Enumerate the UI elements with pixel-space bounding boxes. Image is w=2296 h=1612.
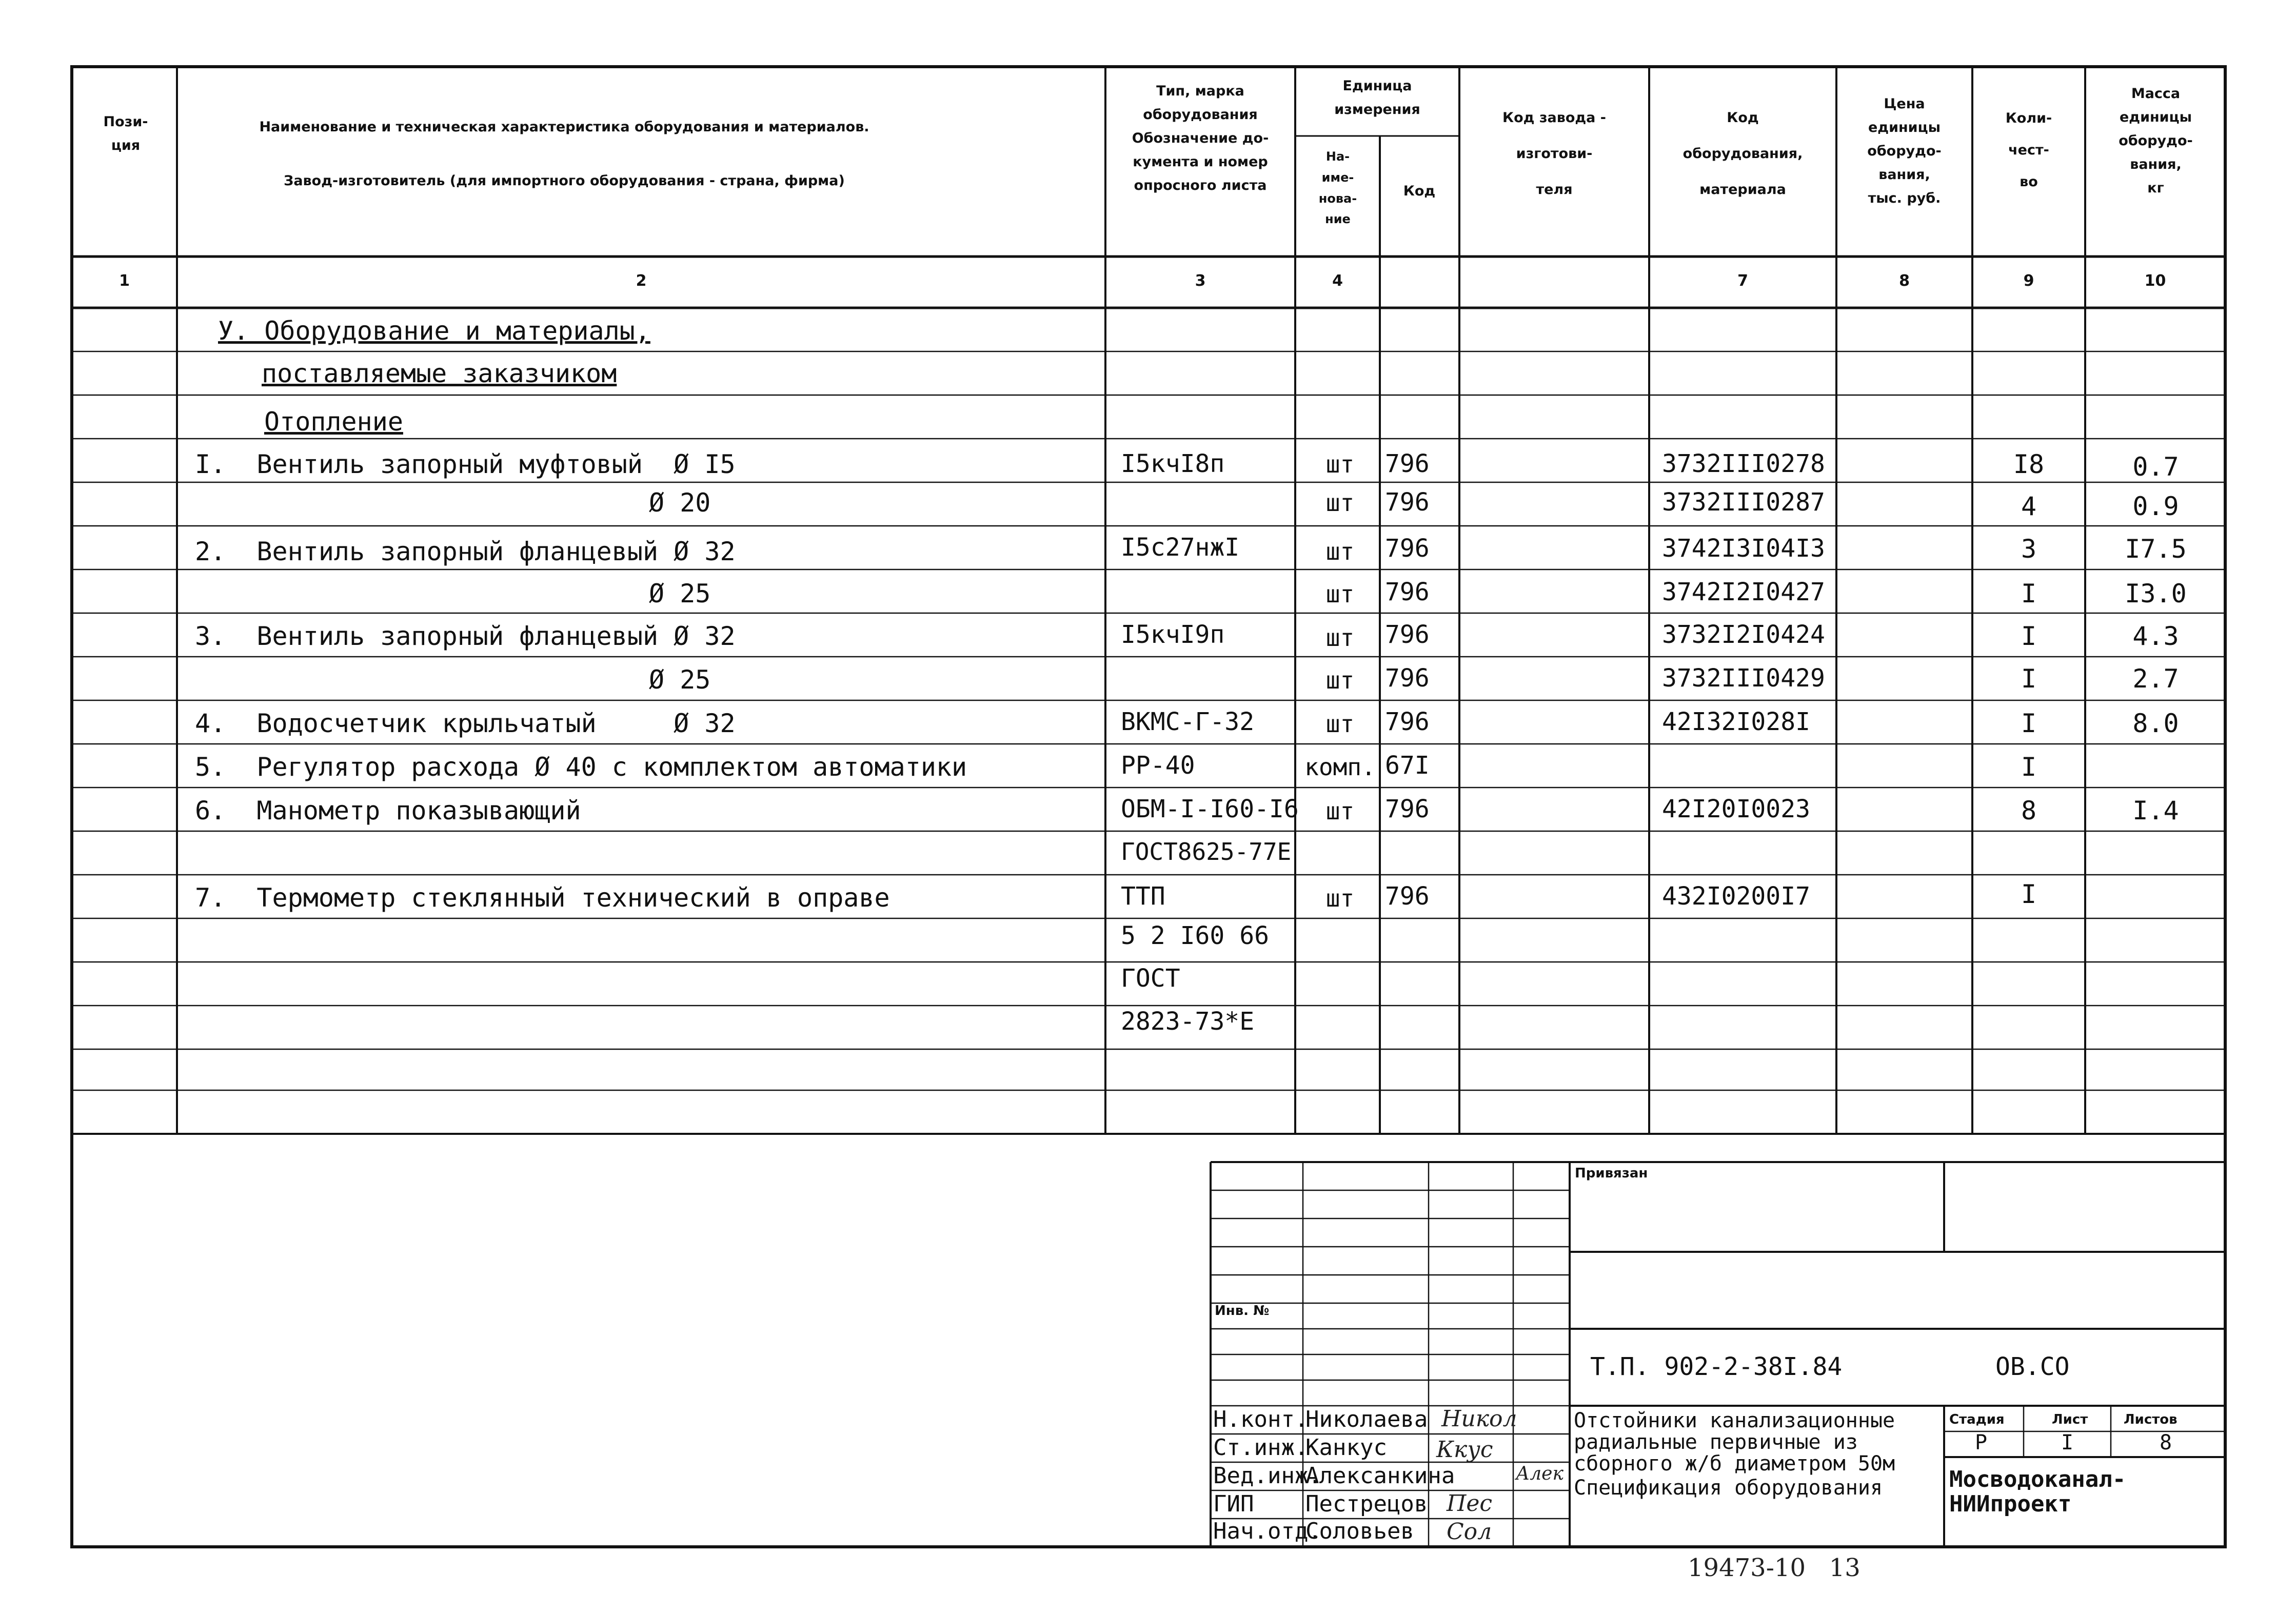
header-position: Пози- ция	[103, 114, 148, 153]
header-type: Тип, марка оборудования Обозначение до- кумента и номер опросного листа	[1132, 83, 1269, 193]
row-11-type: ТТП	[1121, 882, 1165, 911]
row-5-unit-code: 796	[1385, 620, 1430, 649]
signature-role-5: Нач.отд.	[1213, 1518, 1322, 1544]
row-9-unit: шт	[1325, 797, 1355, 825]
row-6-name: Ø 25	[649, 665, 711, 695]
row-14-type: 2823-73*Е	[1121, 1007, 1255, 1036]
row-9-type: ОБМ-I-I60-I6	[1121, 795, 1299, 823]
header-unit-code: Код	[1403, 183, 1436, 199]
col-number-10: 10	[2144, 272, 2166, 290]
row-8-type: РР-40	[1121, 751, 1195, 780]
header-quantity: Коли- чест- во	[2005, 110, 2052, 190]
row-4-code: 3742I2I0427	[1662, 578, 1825, 606]
row-4-unit: шт	[1325, 580, 1355, 608]
row-2-unit-code: 796	[1385, 488, 1430, 517]
row-1-code: 3732III0278	[1662, 449, 1825, 478]
row-3-unit-code: 796	[1385, 534, 1430, 563]
stage-value: Р	[1975, 1431, 1988, 1454]
col-number-2: 2	[636, 272, 647, 290]
row-2-name: Ø 20	[649, 488, 711, 518]
header-unit-name: На- име- нова- ние	[1318, 149, 1357, 227]
col-number-3: 3	[1195, 272, 1206, 290]
signature-name-3: Алексанкина	[1305, 1463, 1455, 1489]
col-number-4: 4	[1332, 272, 1343, 290]
row-4-name: Ø 25	[649, 579, 711, 608]
header-name-line2: Завод-изготовитель (для импортного оборудования - страна, фирма)	[284, 173, 845, 189]
row-1-mass: 0.7	[2132, 452, 2179, 482]
row-2-qty: 4	[2021, 492, 2037, 521]
row-5-name: 3. Вентиль запорный фланцевый Ø 32	[195, 621, 736, 651]
row-7-code: 42I32I028I	[1662, 707, 1810, 736]
inventory-label: Инв. №	[1215, 1303, 1270, 1319]
signature-name-5: Соловьев	[1305, 1518, 1414, 1544]
sheet-label: Лист	[2052, 1412, 2088, 1427]
row-9-code: 42I20I0023	[1662, 795, 1810, 823]
row-3-type: I5с27нжI	[1121, 533, 1240, 562]
row-6-code: 3732III0429	[1662, 664, 1825, 693]
row-9-qty: 8	[2021, 796, 2037, 825]
col-number-8: 8	[1899, 272, 1910, 290]
col-number-1: 1	[119, 272, 130, 290]
row-1-type: I5кчI8п	[1121, 449, 1225, 478]
row-7-qty: I	[2021, 709, 2037, 738]
header-mass: Масса единицы оборудо- вания, кг	[2119, 86, 2193, 196]
row-5-mass: 4.3	[2132, 621, 2179, 651]
row-4-mass: I3.0	[2125, 579, 2187, 608]
row-11-unit-code: 796	[1385, 882, 1430, 911]
row-1-unit-code: 796	[1385, 449, 1430, 478]
stage-label: Стадия	[1949, 1412, 2005, 1427]
row-10-type: ГОСТ8625-77Е	[1121, 838, 1292, 866]
sheets-value: 8	[2160, 1431, 2172, 1454]
row-8-qty: I	[2021, 752, 2037, 782]
row-7-unit: шт	[1325, 710, 1355, 738]
row-4-unit-code: 796	[1385, 578, 1430, 606]
section-title-line1: У. Оборудование и материалы,	[218, 316, 650, 346]
signature-mark-2: Ккус	[1436, 1437, 1493, 1463]
row-6-unit: шт	[1325, 666, 1355, 694]
project-title: Отстойники канализационные радиальные первичные из сборного ж/б диаметром 50м	[1574, 1409, 1895, 1476]
row-11-unit: шт	[1325, 884, 1355, 912]
header-price: Цена единицы оборудо- вания, тыс. руб.	[1867, 96, 1942, 206]
document-number: Т.П. 902-2-38I.84	[1590, 1352, 1843, 1381]
row-6-qty: I	[2021, 664, 2037, 694]
stamp-number: 19473-10 13	[1688, 1554, 1860, 1582]
row-1-qty: I8	[2013, 449, 2045, 479]
sheet-title: Спецификация оборудования	[1574, 1476, 1883, 1500]
row-2-code: 3732III0287	[1662, 488, 1825, 517]
section-title-line2: поставляемые заказчиком	[262, 359, 617, 388]
row-12-type: 5 2 I60 66	[1121, 921, 1269, 950]
row-13-type: ГОСТ	[1121, 964, 1180, 993]
row-8-unit-code: 67I	[1385, 751, 1430, 780]
row-9-name: 6. Манометр показывающий	[195, 796, 581, 825]
header-name-line1: Наименование и техническая характеристика оборудования и материалов.	[259, 119, 869, 135]
row-3-name: 2. Вентиль запорный фланцевый Ø 32	[195, 537, 736, 566]
row-5-code: 3732I2I0424	[1662, 620, 1825, 649]
row-7-type: ВКМС-Г-32	[1121, 707, 1255, 736]
row-6-mass: 2.7	[2132, 664, 2179, 694]
sheet-value: I	[2061, 1431, 2074, 1454]
row-7-unit-code: 796	[1385, 707, 1430, 736]
row-11-qty: I	[2021, 879, 2037, 909]
signature-mark-5: Сол	[1447, 1519, 1492, 1545]
row-1-name: I. Вентиль запорный муфтовый Ø I5	[195, 449, 736, 479]
signature-mark-3: Алек	[1516, 1463, 1563, 1484]
organization: Мосводоканал- НИИпроект	[1949, 1466, 2126, 1518]
row-6-unit-code: 796	[1385, 664, 1430, 693]
row-9-unit-code: 796	[1385, 795, 1430, 823]
signature-role-3: Вед.инж.	[1213, 1463, 1322, 1489]
row-9-mass: I.4	[2132, 796, 2179, 825]
sheets-label: Листов	[2124, 1412, 2178, 1427]
signature-mark-4: Пес	[1447, 1490, 1493, 1517]
signature-role-4: ГИП	[1213, 1491, 1254, 1517]
row-11-code: 432I0200I7	[1662, 882, 1810, 911]
bound-label: Привязан	[1575, 1166, 1648, 1181]
section-subtitle: Отопление	[264, 407, 403, 437]
header-material-code: Код оборудования, материала	[1683, 110, 1803, 198]
row-3-qty: 3	[2021, 534, 2037, 564]
signature-name-2: Канкус	[1305, 1434, 1387, 1461]
row-8-unit: комп.	[1304, 753, 1376, 781]
row-2-unit: шт	[1325, 489, 1355, 517]
document-code: ОВ.СО	[1995, 1352, 2070, 1381]
signature-name-1: Николаева	[1305, 1406, 1428, 1432]
row-2-mass: 0.9	[2132, 492, 2179, 521]
signature-name-4: Пестрецов	[1305, 1491, 1428, 1517]
header-unit-group: Единица измерения	[1334, 78, 1420, 117]
row-8-name: 5. Регулятор расхода Ø 40 с комплектом автоматики	[195, 752, 967, 782]
row-4-qty: I	[2021, 579, 2037, 608]
row-5-qty: I	[2021, 621, 2037, 651]
row-5-type: I5кчI9п	[1121, 620, 1225, 649]
row-3-mass: I7.5	[2125, 534, 2187, 564]
row-7-name: 4. Водосчетчик крыльчатый Ø 32	[195, 709, 736, 738]
row-3-unit: шт	[1325, 538, 1355, 565]
col-number-9: 9	[2023, 272, 2034, 290]
row-5-unit: шт	[1325, 624, 1355, 652]
row-11-name: 7. Термометр стеклянный технический в оправе	[195, 883, 890, 913]
signature-role-2: Ст.инж.	[1213, 1434, 1309, 1461]
signature-mark-1: Никол	[1441, 1406, 1517, 1432]
header-factory-code: Код завода - изготови- теля	[1502, 110, 1606, 198]
row-3-code: 3742I3I04I3	[1662, 534, 1825, 563]
col-number-7: 7	[1737, 272, 1748, 290]
row-7-mass: 8.0	[2132, 709, 2179, 738]
row-1-unit: шт	[1325, 450, 1355, 478]
signature-role-1: Н.конт.	[1213, 1406, 1309, 1432]
